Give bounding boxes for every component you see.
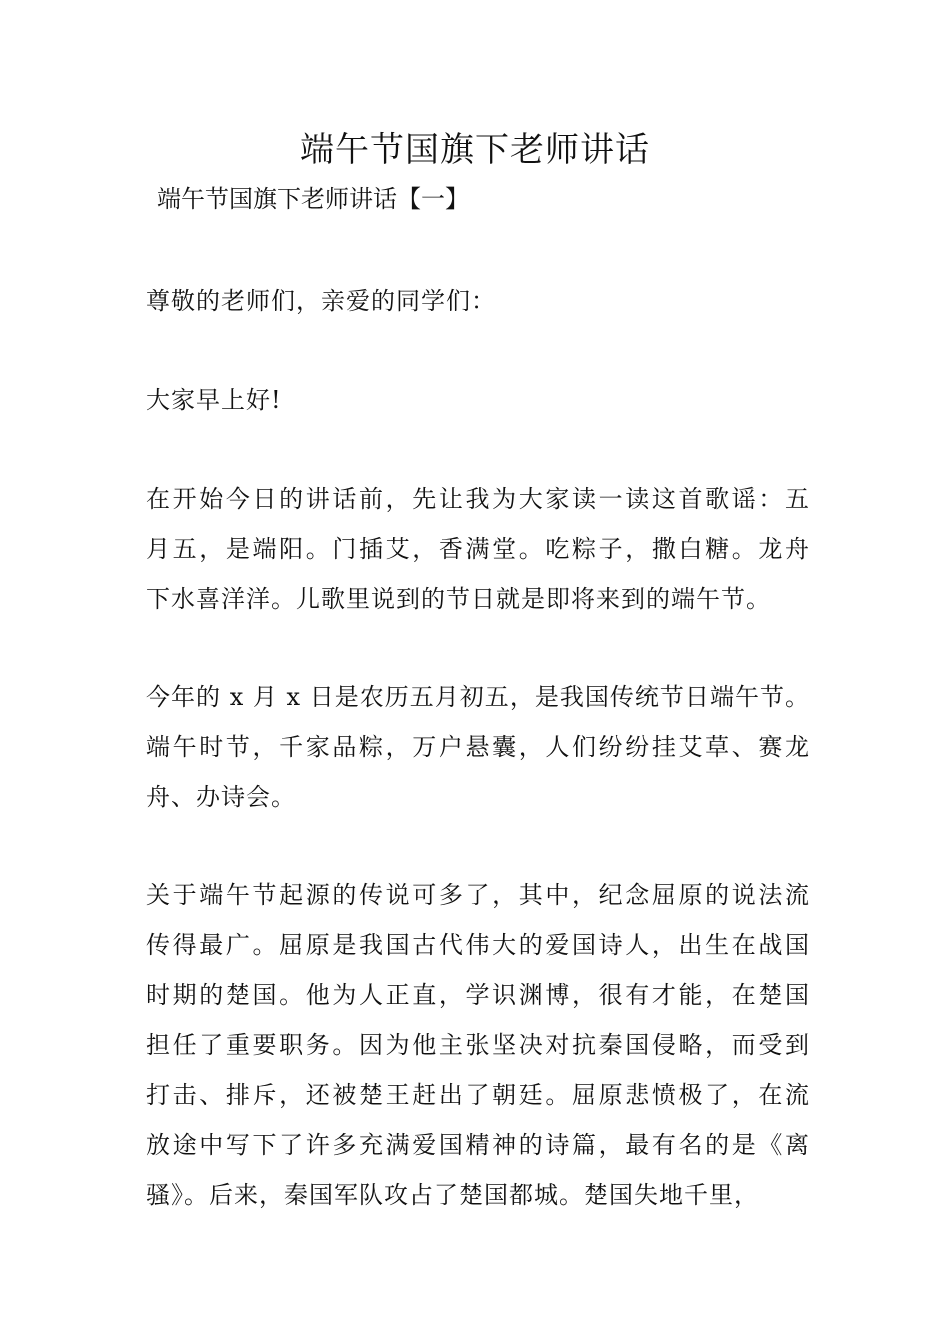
paragraph-line: 端午时节，千家品粽，万户悬囊，人们纷纷挂艾草、赛龙	[146, 733, 810, 761]
greeting-line: 大家早上好!	[146, 386, 282, 414]
paragraph-3	[146, 870, 810, 1220]
paragraph-line: 月五，是端阳。门插艾，香满堂。吃粽子，撒白糖。龙舟	[146, 535, 810, 563]
paragraph-2	[146, 672, 810, 822]
paragraph-line: 在开始今日的讲话前，先让我为大家读一读这首歌谣：五	[146, 485, 810, 513]
paragraph-line: 时期的楚国。他为人正直，学识渊博，很有才能，在楚国	[146, 981, 810, 1009]
greeting	[146, 375, 810, 425]
paragraph-line: 舟、办诗会。	[146, 783, 296, 811]
paragraph-line: 打击、排斥，还被楚王赶出了朝廷。屈原悲愤极了，在流	[146, 1081, 810, 1109]
section-heading: 端午节国旗下老师讲话【一】	[157, 185, 469, 213]
salutation	[146, 276, 810, 326]
paragraph-line: 传得最广。屈原是我国古代伟大的爱国诗人，出生在战国	[146, 931, 810, 959]
paragraph-line: 下水喜洋洋。儿歌里说到的节日就是即将来到的端午节。	[146, 585, 771, 613]
paragraph-line: 骚》。后来，秦国军队攻占了楚国都城。楚国失地千里，	[146, 1181, 759, 1209]
salutation-line: 尊敬的老师们，亲爱的同学们：	[146, 287, 496, 315]
paragraph-line: 今年的 x 月 x 日是农历五月初五，是我国传统节日端午节。	[146, 683, 810, 711]
paragraph-1	[146, 474, 810, 624]
paragraph-line: 放途中写下了许多充满爱国精神的诗篇，最有名的是《离	[146, 1131, 810, 1159]
paragraph-line: 担任了重要职务。因为他主张坚决对抗秦国侵略，而受到	[146, 1031, 810, 1059]
paragraph-line: 关于端午节起源的传说可多了，其中，纪念屈原的说法流	[146, 881, 810, 909]
document-title: 端午节国旗下老师讲话	[300, 130, 650, 170]
